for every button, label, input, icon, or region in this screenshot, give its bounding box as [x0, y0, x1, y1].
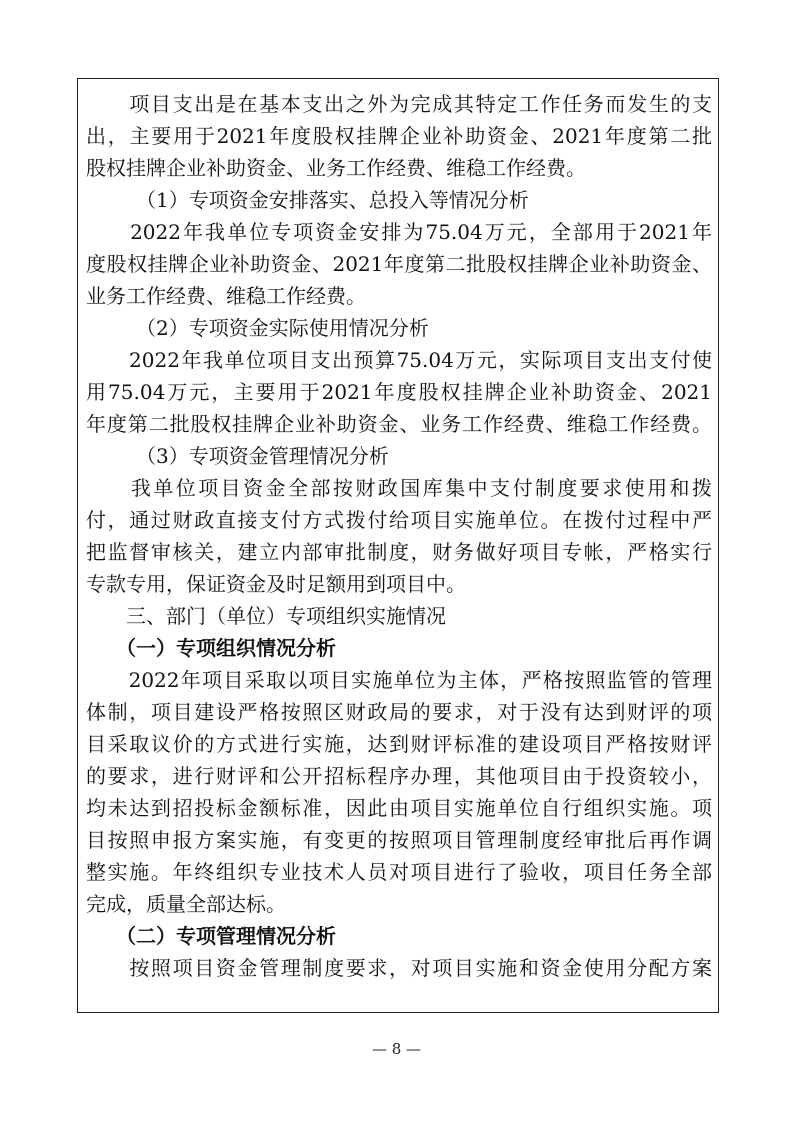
subheading-3: （3）专项资金管理情况分析: [136, 444, 389, 468]
text-line-15: 把监督审核关，建立内部审批制度，财务做好项目专帐，严格实行: [86, 540, 712, 564]
page-number: — 8 —: [371, 1040, 422, 1058]
text-line-6: 度股权挂牌企业补助资金、2021年度第二批股权挂牌企业补助资金、: [86, 252, 712, 276]
text-line-16: 专款专用，保证资金及时足额用到项目中。: [86, 572, 466, 596]
text-line-5: 2022年我单位专项资金安排为75.04万元，全部用于2021年: [86, 220, 712, 244]
text-line-21: 目采取议价的方式进行实施，达到财评标准的建设项目严格按财评: [86, 732, 712, 756]
text-line-10: 用75.04万元，主要用于2021年度股权挂牌企业补助资金、2021: [86, 380, 712, 404]
subsection-heading-1: （一）专项组织情况分析: [86, 636, 336, 660]
subheading-1: （1）专项资金安排落实、总投入等情况分析: [136, 188, 529, 212]
text-line-1: 项目支出是在基本支出之外为完成其特定工作任务而发生的支: [86, 92, 712, 116]
text-line-23: 均未达到招投标金额标准，因此由项目实施单位自行组织实施。项: [86, 796, 712, 820]
text-line-25: 整实施。年终组织专业技术人员对项目进行了验收，项目任务全部: [86, 860, 712, 884]
text-line-20: 体制，项目建设严格按照区财政局的要求，对于没有达到财评的项: [86, 700, 712, 724]
subheading-2: （2）专项资金实际使用情况分析: [136, 316, 429, 340]
text-line-19: 2022年项目采取以项目实施单位为主体，严格按照监管的管理: [86, 668, 712, 692]
text-line-2: 出，主要用于2021年度股权挂牌企业补助资金、2021年度第二批: [86, 124, 712, 148]
text-line-14: 付，通过财政直接支付方式拨付给项目实施单位。在拨付过程中严: [86, 508, 712, 532]
section-heading-3: 三、部门（单位）专项组织实施情况: [86, 604, 446, 628]
text-line-13: 我单位项目资金全部按财政国库集中支付制度要求使用和拨: [86, 476, 712, 500]
text-line-9: 2022年我单位项目支出预算75.04万元，实际项目支出支付使: [86, 348, 712, 372]
document-body: [86, 88, 712, 984]
text-line-3: 股权挂牌企业补助资金、业务工作经费、维稳工作经费。: [86, 156, 586, 180]
text-line-22: 的要求，进行财评和公开招标程序办理，其他项目由于投资较小，: [86, 764, 712, 788]
text-line-11: 年度第二批股权挂牌企业补助资金、业务工作经费、维稳工作经费。: [86, 412, 712, 436]
text-line-28: 按照项目资金管理制度要求，对项目实施和资金使用分配方案: [86, 956, 712, 980]
subsection-heading-2: （二）专项管理情况分析: [86, 924, 336, 948]
text-line-24: 目按照申报方案实施，有变更的按照项目管理制度经审批后再作调: [86, 828, 712, 852]
text-line-26: 完成，质量全部达标。: [86, 892, 286, 916]
text-line-7: 业务工作经费、维稳工作经费。: [86, 284, 366, 308]
